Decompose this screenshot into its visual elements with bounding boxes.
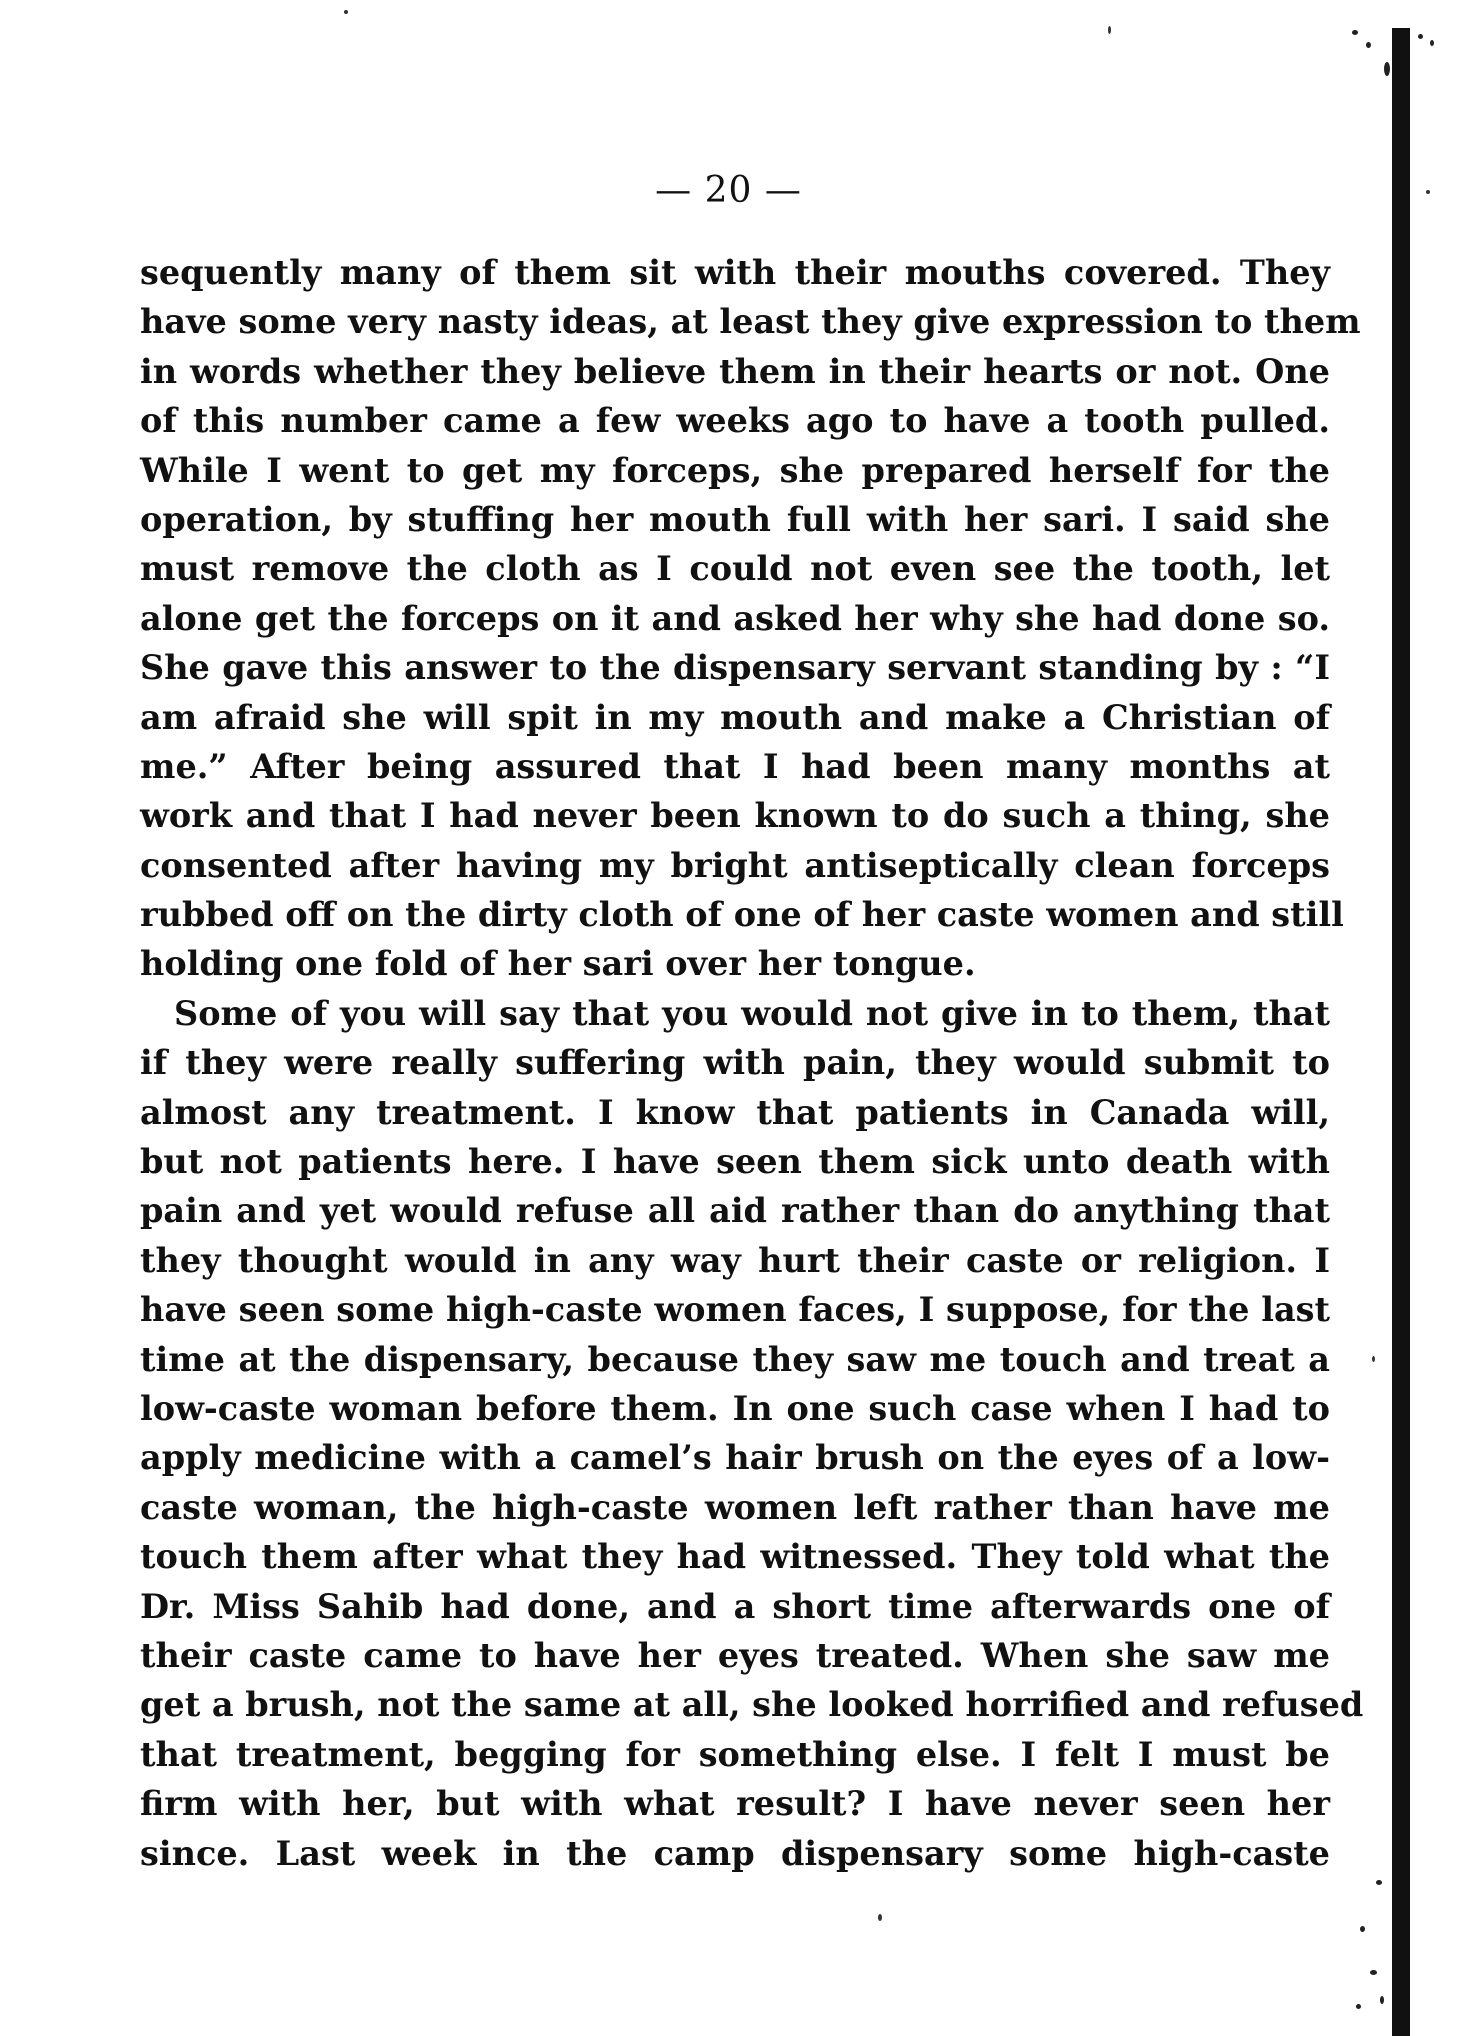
text-line: in words whether they believe them in their hearts or not. One [140,351,1330,391]
text-line: Some of you will say that you would not give in to them, that [174,993,1330,1033]
text-line: rubbed off on the dirty cloth of one of her caste women and still [140,895,1344,935]
body-text [140,248,1364,1878]
text-line: almost any treatment. I know that patients in Canada will, [140,1092,1330,1132]
binding-edge [1392,28,1410,2036]
scan-speck [1360,1926,1365,1932]
text-line: am afraid she will spit in my mouth and make a Christian of [140,697,1330,737]
text-line: touch them after what they had witnessed. They told what the [140,1537,1330,1577]
scan-speck [344,10,348,14]
text-line: operation, by stuffing her mouth full with her sari. I said she [140,499,1330,539]
text-line: alone get the forceps on it and asked her why she had done so. [140,598,1330,638]
text-line: but not patients here. I have seen them sick unto death with [140,1142,1330,1182]
text-line: they thought would in any way hurt their caste or religion. I [140,1240,1330,1280]
text-line: She gave this answer to the dispensary servant standing by : “I [140,648,1330,688]
text-line: get a brush, not the same at all, she looked horrified and refused [140,1685,1364,1725]
text-line: work and that I had never been known to do such a thing, she [140,796,1330,836]
scan-speck [1352,30,1358,35]
scan-speck [1380,1996,1384,2004]
scan-speck [1426,190,1430,194]
text-line: time at the dispensary, because they saw me touch and treat a [140,1339,1330,1379]
text-line: apply medicine with a camel’s hair brush on the eyes of a low- [140,1438,1330,1478]
page-number: — 20 — [655,170,802,211]
scan-speck [1418,34,1423,39]
text-line: me.” After being assured that I had been many months at [140,746,1330,786]
text-line: their caste came to have her eyes treated. When she saw me [140,1635,1330,1675]
text-line: have seen some high-caste women faces, I suppose, for the last [140,1290,1330,1330]
scan-speck [1430,40,1434,46]
scan-speck [1356,2004,1361,2009]
text-line: holding one fold of her sari over her tongue. [140,944,976,984]
text-line: low-caste woman before them. In one such case when I had to [140,1388,1330,1428]
scan-speck [1370,1970,1377,1975]
scan-speck [878,1914,882,1921]
text-line: firm with her, but with what result? I have never seen her [140,1784,1330,1824]
text-line: While I went to get my forceps, she prepared herself for the [140,450,1330,490]
text-line: if they were really suffering with pain, they would submit to [140,1043,1330,1083]
text-line: sequently many of them sit with their mouths covered. They [140,253,1330,292]
text-line: have some very nasty ideas, at least they give expression to them [140,302,1361,342]
text-line: caste woman, the high-caste women left rather than have me [140,1487,1330,1527]
text-line: consented after having my bright antiseptically clean forceps [140,845,1330,885]
scan-speck [1366,42,1371,48]
scan-speck [1108,26,1111,34]
scan-speck [1384,62,1390,76]
text-line: since. Last week in the camp dispensary some high-caste [140,1833,1330,1873]
text-line: Dr. Miss Sahib had done, and a short time afterwards one of [140,1586,1330,1626]
text-line: of this number came a few weeks ago to have a tooth pulled. [140,401,1330,441]
text-line: must remove the cloth as I could not even see the tooth, let [140,549,1330,589]
scan-speck [1372,1356,1375,1362]
text-line: pain and yet would refuse all aid rather than do anything that [140,1191,1330,1231]
text-line: that treatment, begging for something else. I felt I must be [140,1734,1330,1774]
scan-speck [1376,1880,1382,1885]
